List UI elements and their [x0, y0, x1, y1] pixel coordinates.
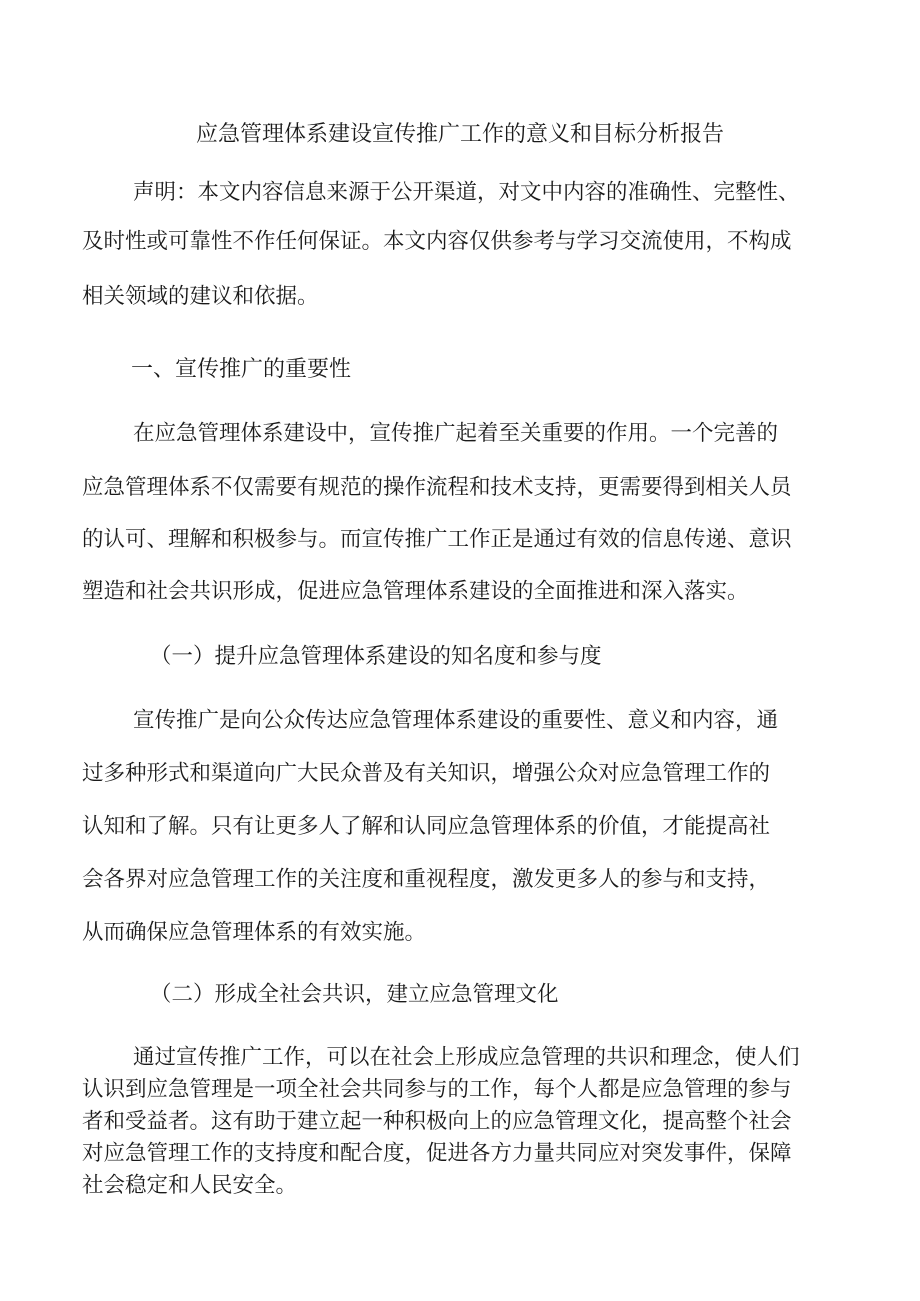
paragraph-line: 认识到应急管理是一项全社会共同参与的工作，每个人都是应急管理的参与 [82, 1077, 792, 1102]
paragraph-line: 过多种形式和渠道向广大民众普及有关知识，增强公众对应急管理工作的 [82, 761, 771, 786]
paragraph-line: 认知和了解。只有让更多人了解和认同应急管理体系的价值，才能提高社 [82, 814, 771, 839]
subsection-heading: （一）提升应急管理体系建设的知名度和参与度 [150, 644, 602, 669]
paragraph-line: 社会稳定和人民安全。 [82, 1173, 298, 1198]
paragraph-line: 宣传推广是向公众传达应急管理体系建设的重要性、意义和内容，通 [133, 708, 779, 733]
paragraph-line: 的认可、理解和积极参与。而宣传推广工作正是通过有效的信息传递、意识 [82, 527, 792, 552]
paragraph-line: 对应急管理工作的支持度和配合度，促进各方力量共同应对突发事件，保障 [82, 1141, 792, 1166]
section-heading: 一、宣传推广的重要性 [131, 357, 352, 382]
subsection-heading: （二）形成全社会共识，建立应急管理文化 [150, 982, 559, 1007]
document-title: 应急管理体系建设宣传推广工作的意义和目标分析报告 [195, 122, 724, 147]
paragraph-line: 通过宣传推广工作，可以在社会上形成应急管理的共识和理念，使人们 [133, 1045, 800, 1070]
paragraph-line: 会各界对应急管理工作的关注度和重视程度，激发更多人的参与和支持， [82, 867, 771, 892]
paragraph-line: 应急管理体系不仅需要有规范的操作流程和技术支持，更需要得到相关人员 [82, 475, 792, 500]
disclaimer-line: 及时性或可靠性不作任何保证。本文内容仅供参考与学习交流使用，不构成 [82, 229, 792, 254]
paragraph-line: 从而确保应急管理体系的有效实施。 [82, 920, 427, 945]
disclaimer-line: 声明：本文内容信息来源于公开渠道，对文中内容的准确性、完整性、 [133, 180, 800, 205]
paragraph-line: 在应急管理体系建设中，宣传推广起着至关重要的作用。一个完善的 [133, 421, 779, 446]
paragraph-line: 者和受益者。这有助于建立起一种积极向上的应急管理文化，提高整个社会 [82, 1109, 792, 1134]
paragraph-line: 塑造和社会共识形成，促进应急管理体系建设的全面推进和深入落实。 [82, 579, 749, 604]
disclaimer-line: 相关领域的建议和依据。 [82, 284, 319, 309]
